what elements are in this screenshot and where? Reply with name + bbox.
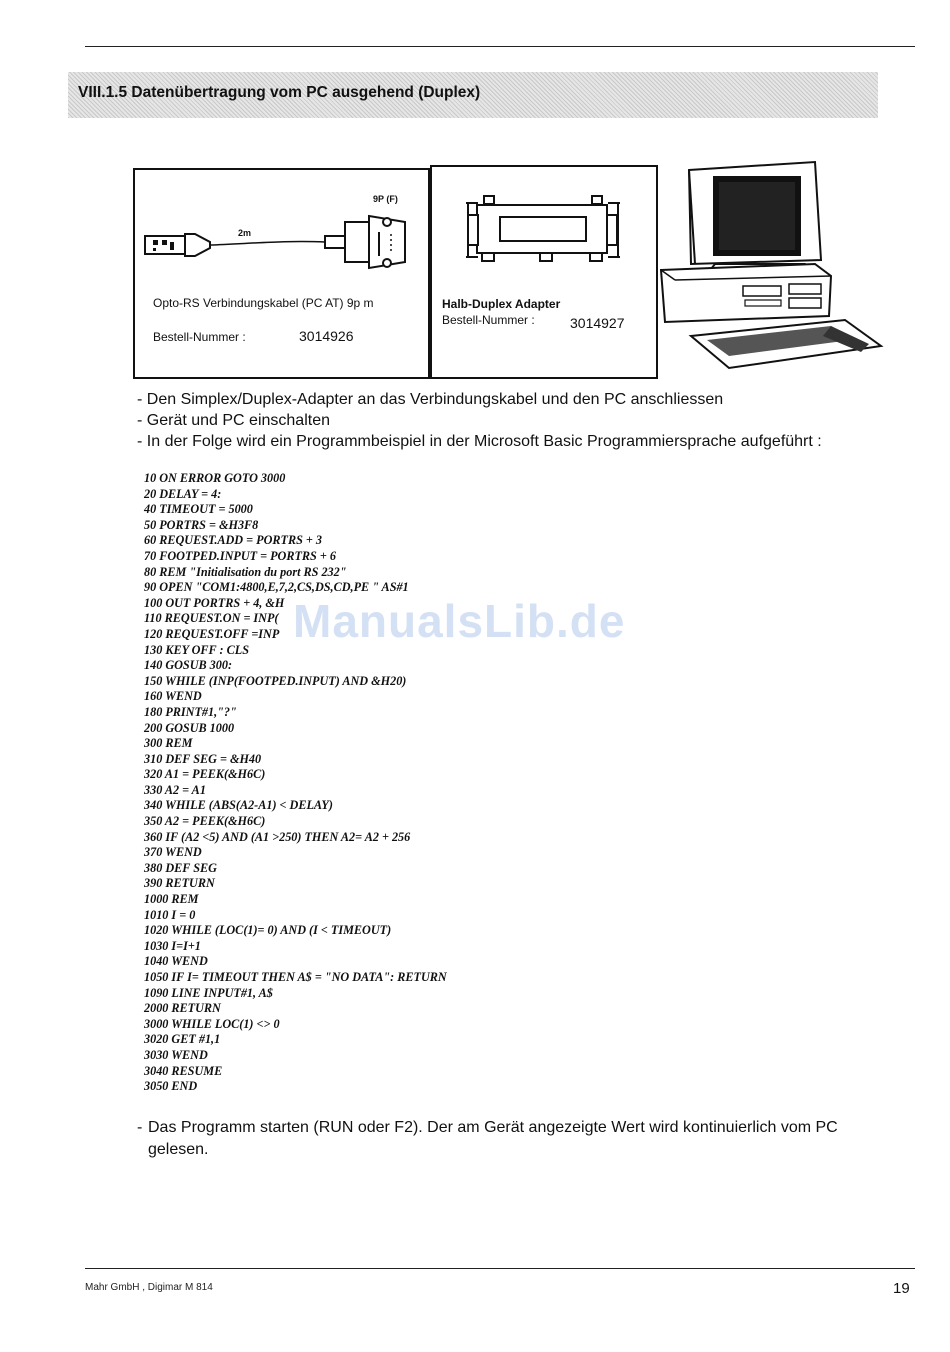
footer-manufacturer: Mahr GmbH , Digimar M 814 — [85, 1282, 213, 1293]
pc-illustration — [655, 160, 885, 375]
code-line: 1090 LINE INPUT#1, A$ — [144, 985, 273, 1000]
adapter-order-label: Bestell-Nummer : — [442, 313, 535, 327]
adapter-caption: Halb-Duplex Adapter — [442, 297, 561, 311]
code-line: 1000 REM — [144, 892, 199, 907]
final-instruction-dash: - — [137, 1119, 143, 1136]
code-line: 330 A2 = A1 — [144, 782, 206, 797]
code-line: 300 REM — [144, 736, 193, 751]
code-line: 200 GOSUB 1000 — [144, 720, 235, 735]
connector-label: 9P (F) — [373, 194, 398, 204]
final-instruction-text: Das Programm starten (RUN oder F2). Der am Gerät angezeigte Wert wird kontinuierlich vom PC gelesen. — [148, 1119, 838, 1158]
instruction-item: - Den Simplex/Duplex-Adapter an das Verbindungskabel und den PC anschliessen — [137, 391, 724, 408]
code-line: 180 PRINT#1,"?" — [144, 704, 237, 719]
cable-illustration — [135, 170, 428, 290]
code-line: 80 REM "Initialisation du port RS 232" — [144, 564, 347, 579]
cable-order-label: Bestell-Nummer : — [153, 330, 246, 344]
code-line: 350 A2 = PEEK(&H6C) — [144, 814, 266, 829]
watermark: ManualsLib.de — [293, 595, 626, 647]
code-line: 360 IF (A2 <5) AND (A1 >250) THEN A2= A2 + 256 — [144, 829, 411, 844]
code-line: 130 KEY OFF : CLS — [144, 642, 249, 657]
code-line: 70 FOOTPED.INPUT = PORTRS + 6 — [144, 548, 336, 563]
code-line: 340 WHILE (ABS(A2-A1) < DELAY) — [144, 798, 333, 813]
code-line: 160 WEND — [144, 689, 202, 704]
code-line: 90 OPEN "COM1:4800,E,7,2,CS,DS,CD,PE " AS#1 — [144, 580, 409, 595]
code-line: 3050 END — [144, 1079, 198, 1094]
final-instruction — [137, 1117, 897, 1161]
code-line: 310 DEF SEG = &H40 — [144, 751, 262, 766]
code-line: 120 REQUEST.OFF =INP — [144, 626, 280, 641]
adapter-illustration — [432, 167, 656, 277]
code-line: 370 WEND — [144, 845, 202, 860]
code-line: 320 A1 = PEEK(&H6C) — [144, 767, 266, 782]
code-line: 50 PORTRS = &H3F8 — [144, 517, 259, 532]
code-line: 3000 WHILE LOC(1) <> 0 — [144, 1016, 280, 1031]
code-line: 3030 WEND — [144, 1047, 208, 1062]
code-line: 140 GOSUB 300: — [144, 658, 233, 673]
code-line: 1050 IF I= TIMEOUT THEN A$ = "NO DATA": RETURN — [144, 970, 447, 984]
code-line: 2000 RETURN — [144, 1001, 221, 1016]
code-line: 110 REQUEST.ON = INP( — [144, 611, 279, 626]
code-line: 1020 WHILE (LOC(1)= 0) AND (I < TIMEOUT) — [144, 923, 392, 938]
code-line: 40 TIMEOUT = 5000 — [144, 502, 253, 517]
code-line: 380 DEF SEG — [144, 860, 217, 875]
code-line: 3020 GET #1,1 — [144, 1032, 221, 1047]
section-heading: VIII.1.5 Datenübertragung vom PC ausgehend (Duplex) — [78, 84, 481, 101]
code-line: 1010 I = 0 — [144, 907, 196, 922]
basic-code-listing — [144, 471, 447, 1095]
cable-length-label: 2m — [238, 228, 252, 238]
code-line: 1030 I=I+1 — [144, 938, 201, 953]
footer-rule — [85, 1268, 915, 1269]
cable-order-number: 3014926 — [299, 328, 354, 344]
adapter-order-number: 3014927 — [570, 315, 625, 331]
instruction-item: - In der Folge wird ein Programmbeispiel in der Microsoft Basic Programmiersprache aufgeführt : — [137, 433, 822, 450]
code-line: 150 WHILE (INP(FOOTPED.INPUT) AND &H20) — [144, 673, 407, 688]
code-line: 1040 WEND — [144, 954, 208, 969]
code-line: 10 ON ERROR GOTO 3000 — [144, 471, 286, 485]
code-line: 20 DELAY = 4: — [144, 486, 222, 501]
page-number: 19 — [893, 1280, 910, 1297]
code-line: 3040 RESUME — [144, 1063, 223, 1078]
instruction-list — [137, 389, 897, 452]
code-line: 100 OUT PORTRS + 4, &H — [144, 595, 285, 610]
code-line: 390 RETURN — [144, 876, 215, 891]
cable-figure-box — [133, 168, 430, 379]
code-line: 60 REQUEST.ADD = PORTRS + 3 — [144, 533, 323, 548]
cable-caption: Opto-RS Verbindungskabel (PC AT) 9p m — [153, 296, 374, 310]
instruction-item: - Gerät und PC einschalten — [137, 412, 330, 429]
top-rule — [85, 46, 915, 47]
adapter-figure-box — [430, 165, 658, 379]
